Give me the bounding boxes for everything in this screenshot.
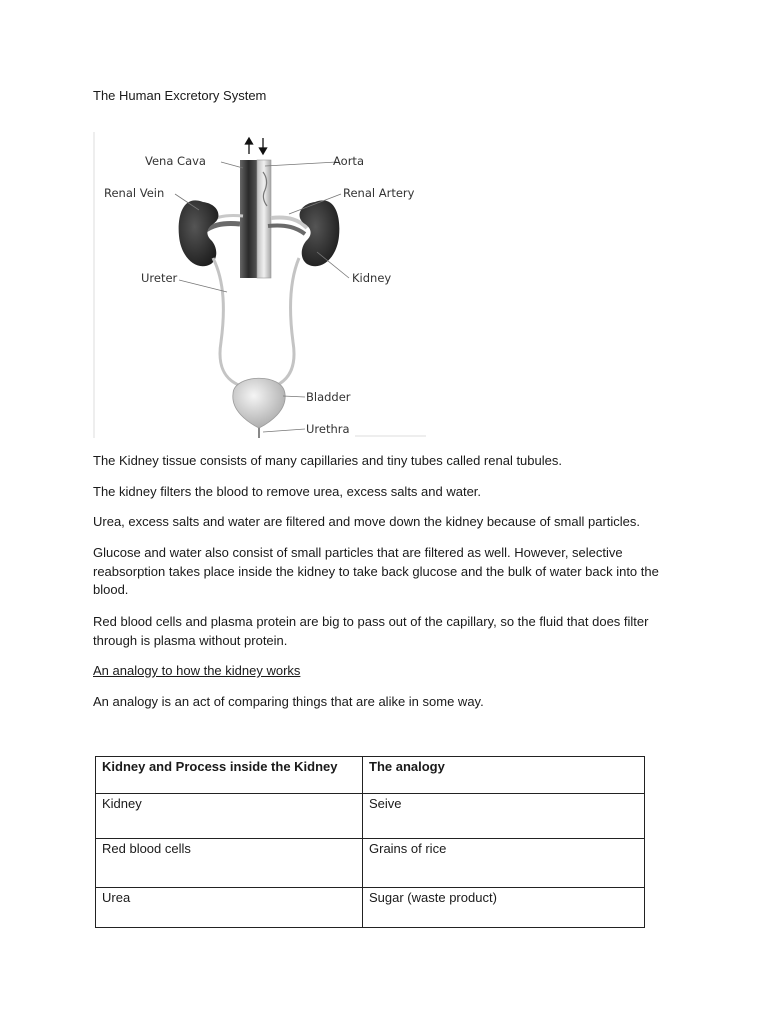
label-aorta: Aorta (333, 154, 364, 168)
analogy-heading: An analogy to how the kidney works (93, 663, 301, 678)
diagram-svg (93, 132, 428, 438)
label-ureter: Ureter (141, 271, 178, 285)
aorta-vessel (257, 160, 271, 278)
table-row (96, 839, 645, 888)
label-renal-vein: Renal Vein (104, 186, 165, 200)
table-header-cell: The analogy (363, 757, 645, 794)
table-header-cell: Kidney and Process inside the Kidney (96, 757, 363, 794)
label-kidney: Kidney (352, 271, 392, 285)
analogy-table (95, 756, 645, 928)
excretory-system-diagram (93, 132, 428, 438)
label-bladder: Bladder (306, 390, 351, 404)
table-cell: Grains of rice (363, 839, 645, 888)
table-cell: Red blood cells (96, 839, 363, 888)
table-cell: Seive (363, 794, 645, 839)
right-ureter (275, 258, 299, 386)
table-cell: Sugar (waste product) (363, 888, 645, 928)
table-header-row (96, 757, 645, 794)
document-title: The Human Excretory System (93, 88, 267, 103)
table-cell: Urea (96, 888, 363, 928)
paragraph-kidney-filters: The kidney filters the blood to remove urea, excess salts and water. (93, 484, 482, 499)
label-urethra: Urethra (306, 422, 350, 436)
paragraph-glucose-reabsorption: Glucose and water also consist of small particles that are filtered as well. However, selective reabsorption takes place inside the kidney to take back glucose and the bulk of water back into the blood. (93, 545, 659, 597)
paragraph-kidney-tissue: The Kidney tissue consists of many capillaries and tiny tubes called renal tubules. (93, 453, 562, 468)
vena-cava-vessel (240, 160, 257, 278)
analogy-definition: An analogy is an act of comparing things that are alike in some way. (93, 694, 484, 709)
table-row (96, 888, 645, 928)
table-row (96, 794, 645, 839)
label-vena-cava: Vena Cava (145, 154, 206, 168)
label-renal-artery: Renal Artery (343, 186, 415, 200)
left-kidney (179, 200, 219, 266)
flow-arrows-icon (246, 138, 267, 154)
left-ureter (213, 258, 241, 386)
paragraph-red-blood-cells: Red blood cells and plasma protein are big to pass out of the capillary, so the fluid that does filter through is plasma without protein. (93, 614, 649, 648)
table-cell: Kidney (96, 794, 363, 839)
bladder-shape (233, 378, 285, 428)
paragraph-urea-filtered: Urea, excess salts and water are filtered and move down the kidney because of small particles. (93, 514, 640, 529)
